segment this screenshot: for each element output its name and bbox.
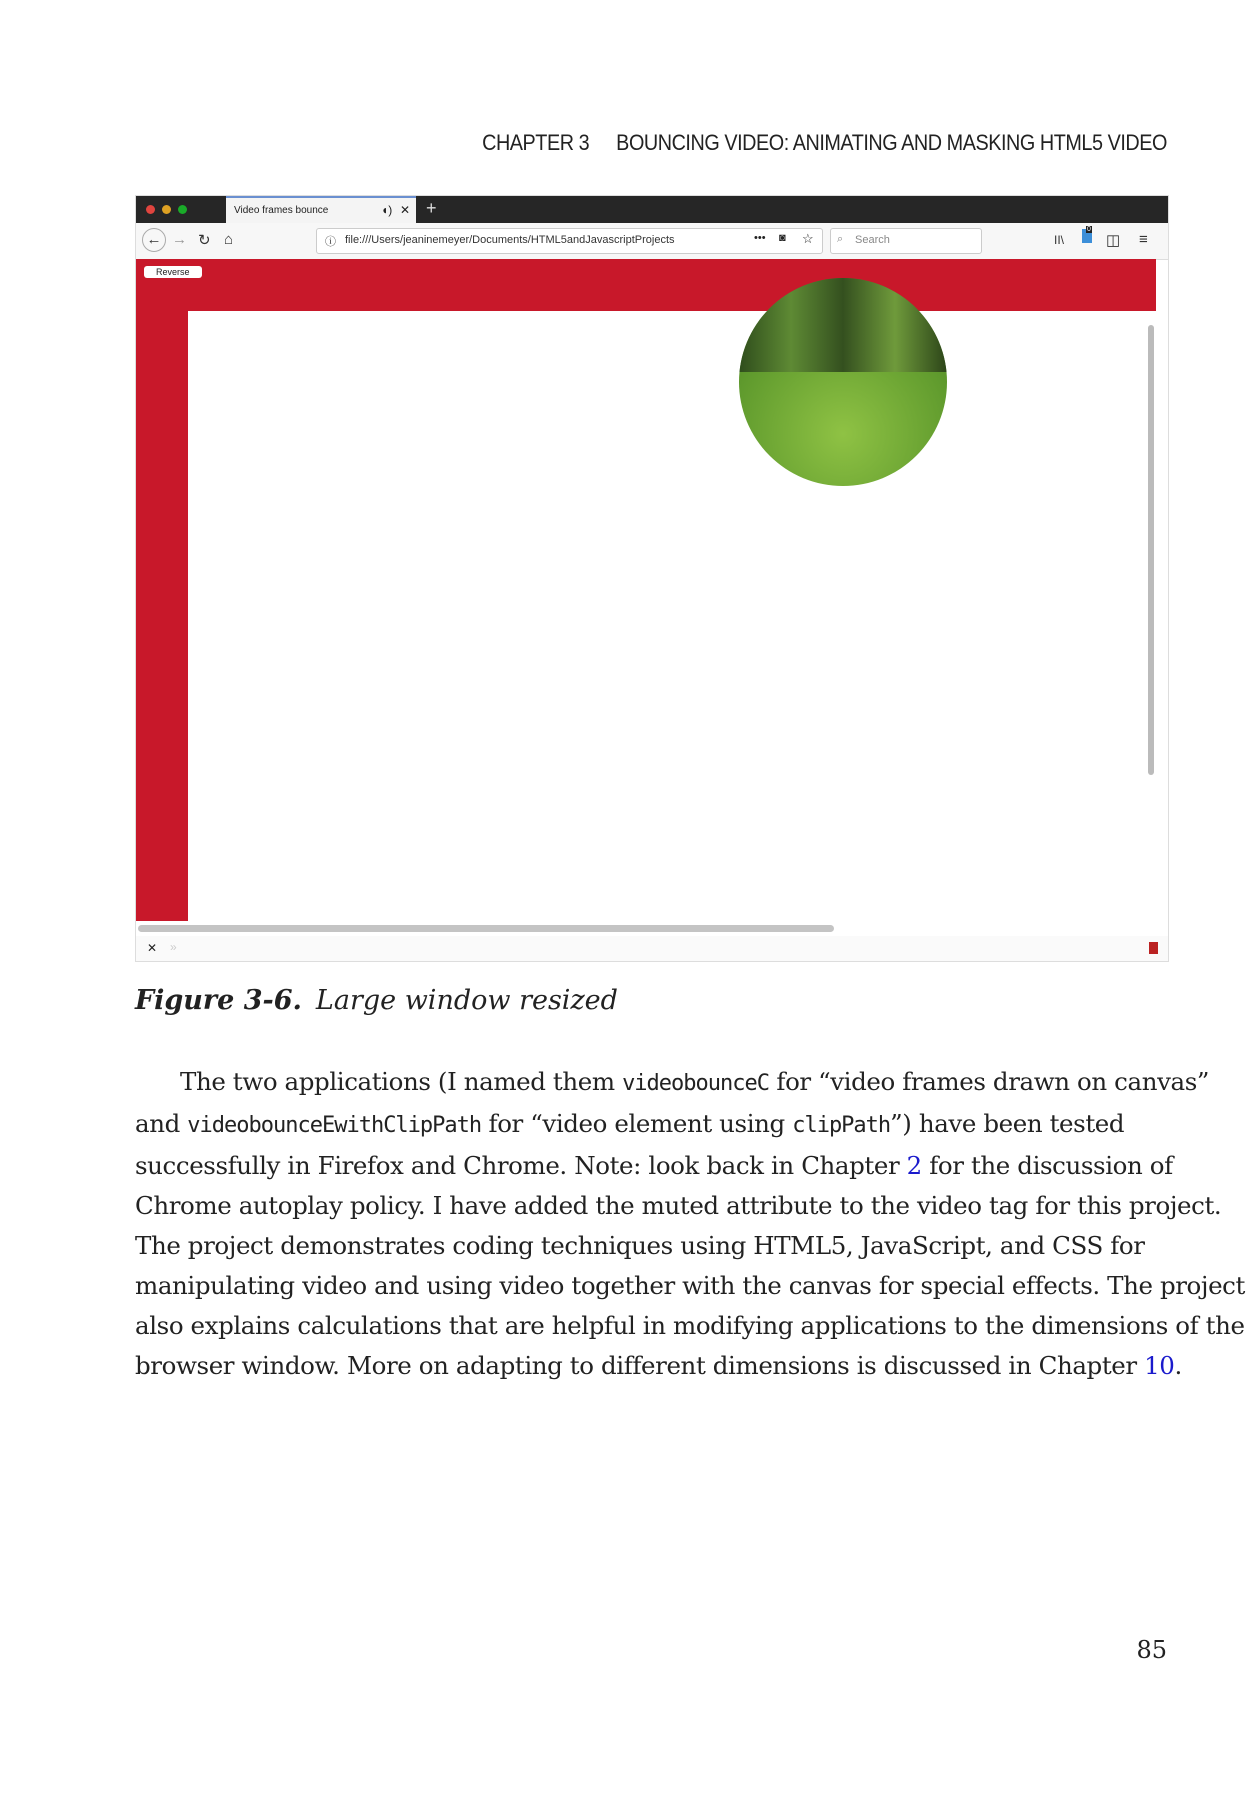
red-border-top: [136, 259, 1156, 311]
search-icon: ⌕: [837, 233, 844, 245]
chevron-right-icon[interactable]: »: [170, 940, 177, 954]
new-tab-icon[interactable]: +: [426, 198, 437, 218]
extension-badge: 0: [1087, 226, 1091, 233]
bookmark-star-icon[interactable]: ☆: [802, 231, 814, 246]
code: clipPath: [792, 1113, 891, 1138]
figure-label: Figure 3-6.: [135, 985, 302, 1016]
home-icon[interactable]: ⌂: [224, 231, 234, 248]
back-icon[interactable]: ←: [142, 228, 166, 252]
text: browser window. More on adapting to different dimensions is discussed in Chapter: [135, 1351, 1145, 1380]
text: for “video element using: [481, 1109, 793, 1138]
body-paragraph: [135, 1062, 1245, 1386]
text: successfully in Firefox and Chrome. Note: look back in Chapter: [135, 1151, 907, 1180]
pocket-icon[interactable]: ◙: [779, 232, 786, 244]
code: videobounceEwithClipPath: [187, 1113, 482, 1138]
reload-icon[interactable]: ↻: [198, 232, 211, 249]
text: .: [1174, 1351, 1182, 1380]
addon-icon[interactable]: [1149, 942, 1158, 954]
text: The project demonstrates coding techniques using HTML5, JavaScript, and CSS for: [135, 1231, 1145, 1260]
chapter-10-link[interactable]: 10: [1144, 1351, 1175, 1380]
speaker-icon[interactable]: ◖): [381, 203, 393, 217]
url-text: file:///Users/jeaninemeyer/Documents/HTML5andJavascriptProjects: [345, 234, 675, 246]
red-border-left: [136, 259, 188, 921]
sidebar-icon[interactable]: ◫: [1106, 232, 1121, 249]
figure-caption: [135, 985, 618, 1016]
tab-bar: [136, 196, 1168, 223]
tab-title: Video frames bounce: [234, 205, 329, 216]
running-header: [455, 130, 1167, 156]
vertical-scrollbar[interactable]: [1148, 325, 1154, 775]
close-tab-icon[interactable]: ✕: [400, 203, 411, 217]
menu-icon[interactable]: ≡: [1139, 231, 1148, 248]
text: for the discussion of: [921, 1151, 1173, 1180]
text: Chrome autoplay policy. I have added the muted attribute to the video tag for this project.: [135, 1191, 1222, 1220]
tab-video-frames-bounce[interactable]: [226, 196, 416, 223]
horizontal-scrollbar[interactable]: [138, 925, 834, 932]
minimize-window-icon[interactable]: [162, 205, 171, 214]
text: The two applications (I named them: [180, 1067, 623, 1096]
url-bar[interactable]: [316, 228, 823, 254]
text: also explains calculations that are helpful in modifying applications to the dimensions of the: [135, 1311, 1245, 1340]
text: manipulating video and using video together with the canvas for special effects. The project: [135, 1271, 1245, 1300]
search-placeholder: Search: [855, 234, 890, 246]
figure-caption-text: Large window resized: [315, 985, 618, 1016]
code: videobounceC: [622, 1071, 770, 1096]
browser-screenshot: [135, 195, 1169, 962]
chapter-title: BOUNCING VIDEO: ANIMATING AND MASKING HTML5 VIDEO: [616, 130, 1167, 155]
bottom-bar: [136, 936, 1168, 961]
page-content: [136, 259, 1156, 921]
library-icon[interactable]: II\: [1054, 233, 1065, 247]
info-icon[interactable]: ⓘ: [325, 236, 336, 248]
page-number: 85: [1136, 1636, 1167, 1664]
maximize-window-icon[interactable]: [178, 205, 187, 214]
chapter-label: CHAPTER 3: [482, 130, 590, 155]
forward-icon[interactable]: →: [172, 231, 187, 248]
search-input[interactable]: [830, 228, 982, 254]
close-window-icon[interactable]: [146, 205, 155, 214]
text: and: [135, 1109, 188, 1138]
close-icon[interactable]: ✕: [147, 941, 158, 955]
more-icon[interactable]: •••: [754, 232, 766, 244]
text: for “video frames drawn on canvas”: [769, 1067, 1210, 1096]
reverse-button[interactable]: Reverse: [144, 266, 202, 278]
nav-toolbar: [136, 223, 1168, 260]
bouncing-video-circle: [739, 278, 947, 486]
text: ”) have been tested: [890, 1109, 1125, 1138]
extension-icon[interactable]: [1082, 226, 1092, 243]
video-trees: [739, 278, 947, 372]
chapter-2-link[interactable]: 2: [906, 1151, 922, 1180]
